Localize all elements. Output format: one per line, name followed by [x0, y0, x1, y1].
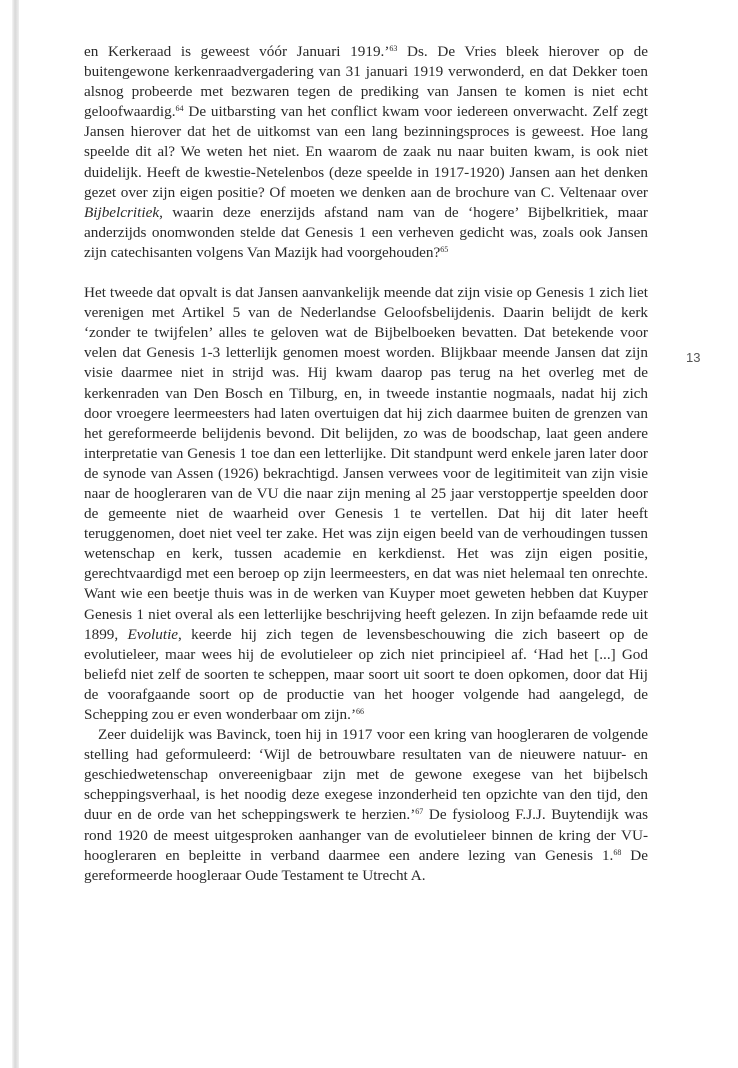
paragraph-1	[84, 42, 648, 263]
paragraph-3	[84, 725, 648, 886]
italic-title: Evolutie	[127, 625, 179, 643]
footnote-ref: 66	[356, 707, 365, 716]
footnote-ref: 67	[415, 807, 424, 817]
footnote-ref: 64	[175, 104, 184, 114]
text-run: Zeer duidelijk was Bavinck, toen hij in 1917 voor een kring van hoogleraren de volgende stelling had geformuleerd: ‘Wijl de betrouwbare resultaten van de nieuwere natuur- en geschiedwetenschap onvereenigbaar zijn met de gewone exegese van het bijbelsch scheppingsverhaal, is het noodig deze exegese inzonderheid ten opzichte van den tijd, den duur en de orde van het scheppingswerk te herzien.’	[84, 726, 648, 824]
footnote-ref: 65	[440, 244, 449, 254]
paragraph-2	[84, 283, 648, 725]
page-spine	[12, 0, 19, 1068]
footnote-ref: 68	[613, 847, 622, 857]
text-run: en Kerkeraad is geweest vóór Januari 1919.’	[84, 43, 390, 60]
footnote-ref: 63	[389, 44, 398, 53]
text-run: , keerde hij zich tegen de levensbeschouwing die zich baseert op de evolutieleer, maar wees hij de evolutieleer op zich niet principieel af. ‘Had het [...] God beliefd niet zelf de soorten te scheppen, maar soort uit soort te doen opkomen, door dat Hij de voorafgaande soort op de productie van het hooger volgende had aangelegd, de Schepping zou er even wonderbaar om zijn.’	[84, 625, 649, 723]
text-run: , waarin deze enerzijds afstand nam van de ‘hogere’ Bijbelkritiek, maar anderzijds onomwonden stelde dat Genesis 1 een verheven gedicht was, zoals ook Jansen zijn catechisanten volgens Van Mazijk had voorgehouden?	[84, 203, 648, 261]
text-run: Het tweede dat opvalt is dat Jansen aanvankelijk meende dat zijn visie op Genesis 1 zich liet verenigen met Artikel 5 van de Nederlandse Geloofsbelijdenis. Daarin belijdt de kerk ‘zonder te twijfelen’ alles te geloven wat de Bijbelboeken bevatten. Dat betekende voor velen dat Genesis 1-3 letterlijk genomen moest worden. Blijkbaar meende Jansen dat zijn visie daarmee niet in strijd was. Hij kwam daarop pas terug na het overleg met de kerkenraden van Den Bosch en Tilburg, en, in tweede instantie nogmaals, nadat hij zich door vroegere leermeesters had laten overtuigen dat hij zich daarmee buiten de grenzen van het gereformeerde belijdenis bevond. Dit belijden, zo was de boodschap, laat geen andere interpretatie van Genesis 1 toe dan een letterlijke. Dit standpunt werd enkele jaren later door de synode van Assen (1926) bekrachtigd. Jansen verwees voor de legitimiteit van zijn visie naar de hoogleraren van de VU die naar zijn mening al 25 jaar verstoppertje speelden door de gemeente niet de waarheid over Genesis 1 te vertellen. Dat hij dit later heeft teruggenomen, doet niet veel ter zake. Het was zijn eigen beeld van de verhoudingen tussen wetenschap en kerk, tussen academie en kerkdienst. Het was zijn eigen positie, gerechtvaardigd met een beroep op zijn leermeesters, en dat was niet helemaal ten onrechte. Want wie een beetje thuis was in de werken van Kuyper moet geweten hebben dat Kuyper Genesis 1 niet overal als een letterlijke beschrijving heeft gelezen. In zijn befaamde rede uit 1899,	[84, 284, 648, 643]
page-number: 13	[686, 350, 701, 365]
text-run: De gereformeerde hoogleraar Oude Testament te Utrecht A.	[84, 846, 648, 884]
italic-title: Bijbelcritiek	[84, 203, 160, 221]
body-text	[84, 42, 648, 886]
text-run: Ds. De Vries bleek hierover op de buitengewone kerkenraadvergadering van 31 januari 1919 verwonderd, en dat Dekker toen alsnog probeerde met bezwaren tegen de prediking van Jansen te komen is niet echt geloofwaardig.	[84, 43, 648, 121]
text-run: De uitbarsting van het conflict kwam voor iedereen onverwacht. Zelf zegt Jansen hierover dat het de uitkomst van een lang bezinningsproces is geweest. Hoe lang speelde dit al? We weten het niet. En waarom de zaak nu naar buiten kwam, is ook niet duidelijk. Heeft de kwestie-Netelenbos (deze speelde in 1917-1920) Jansen aan het denken gezet over zijn eigen positie? Of moeten we denken aan de brochure van C. Veltenaar over	[84, 103, 648, 201]
text-run: De fysioloog F.J.J. Buytendijk was rond 1920 de meest uitgesproken aanhanger van de evolutieleer binnen de kring der VU-hoogleraren en bepleitte in verband daarmee een andere lezing van Genesis 1.	[84, 806, 648, 864]
